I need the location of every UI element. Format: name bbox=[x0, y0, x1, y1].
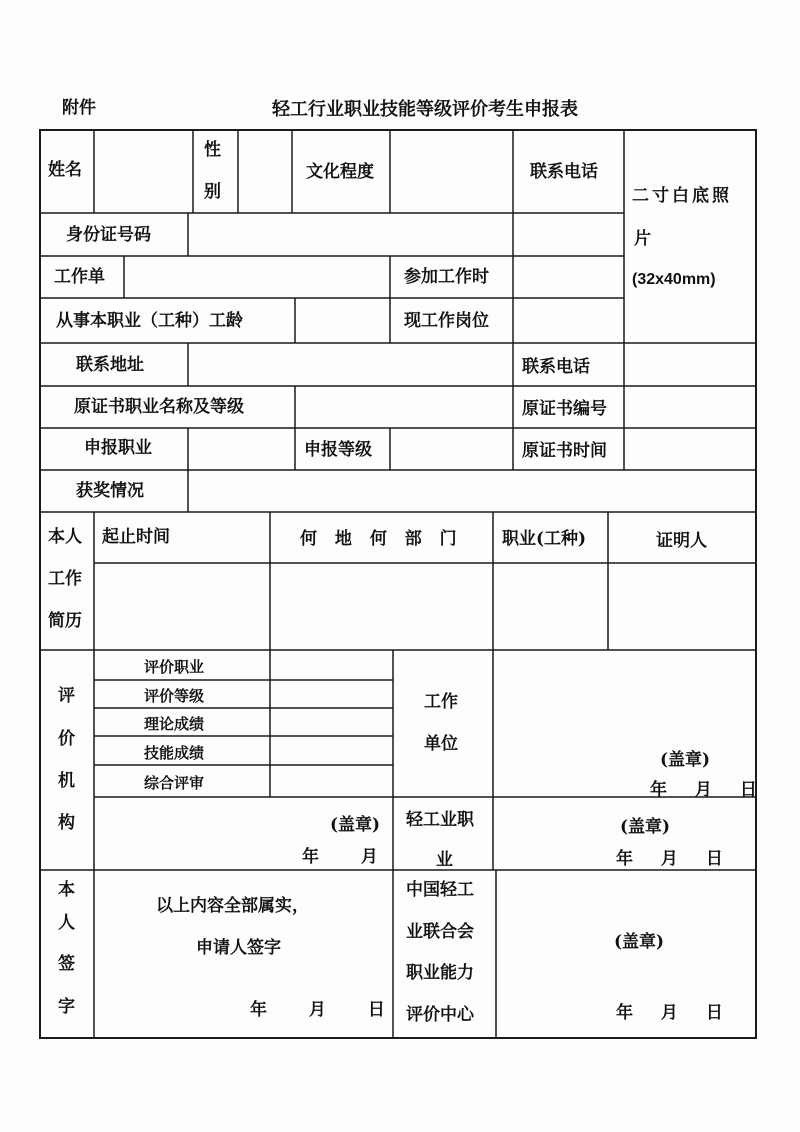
photo-label: 二寸白底照 bbox=[632, 186, 732, 206]
join-work-time-field[interactable] bbox=[515, 258, 622, 296]
orig-cert-time-label: 原证书时间 bbox=[522, 441, 607, 461]
eval-side-4: 构 bbox=[58, 813, 75, 833]
eval-occupation-field[interactable] bbox=[272, 652, 391, 678]
orig-cert-time-field[interactable] bbox=[626, 430, 754, 468]
sign-side-3: 签 bbox=[58, 954, 75, 974]
eval-org-date: 年 月 bbox=[302, 847, 378, 867]
work-unit-label: 工作单 bbox=[54, 267, 105, 287]
resume-side-3: 简历 bbox=[48, 611, 82, 631]
center-seal: (盖章) bbox=[614, 932, 665, 952]
gender-field[interactable] bbox=[240, 133, 290, 211]
apply-level-label: 申报等级 bbox=[304, 440, 372, 460]
eval-side-3: 机 bbox=[58, 771, 75, 791]
eval-side-2: 价 bbox=[58, 729, 75, 749]
awards-label: 获奖情况 bbox=[76, 481, 144, 501]
resume-col-occupation: 职业(工种) bbox=[502, 529, 587, 549]
apply-level-field[interactable] bbox=[392, 430, 511, 468]
eval-level-field[interactable] bbox=[272, 682, 391, 706]
current-post-field[interactable] bbox=[515, 300, 622, 341]
eval-row-occupation: 评价职业 bbox=[144, 658, 205, 676]
resume-occupation-field[interactable] bbox=[495, 565, 606, 648]
center-label-2: 业联合会 bbox=[406, 922, 474, 942]
name-label: 姓名 bbox=[48, 160, 82, 180]
center-label-1: 中国轻工 bbox=[406, 880, 474, 900]
eval-org-seal: (盖章) bbox=[330, 815, 381, 835]
photo-label-cont: 片 bbox=[634, 229, 651, 249]
sign-side-1: 本 bbox=[58, 880, 75, 900]
sign-side-2: 人 bbox=[58, 913, 75, 933]
sign-side-4: 字 bbox=[58, 997, 75, 1017]
current-post-label: 现工作岗位 bbox=[404, 311, 489, 331]
contact-phone2-field[interactable] bbox=[626, 345, 754, 384]
join-work-time-label: 参加工作时 bbox=[404, 267, 489, 287]
apply-occupation-field[interactable] bbox=[190, 430, 293, 468]
job-seniority-field[interactable] bbox=[297, 300, 388, 341]
resume-period-field[interactable] bbox=[96, 565, 268, 648]
eval-work-unit-2: 单位 bbox=[424, 734, 458, 754]
apply-occupation-label: 申报职业 bbox=[84, 438, 152, 458]
light-industry-label-1: 轻工业职 bbox=[406, 810, 474, 830]
name-field[interactable] bbox=[96, 133, 191, 211]
contact-phone-label: 联系电话 bbox=[530, 162, 598, 182]
eval-side-1: 评 bbox=[58, 686, 75, 706]
center-label-4: 评价中心 bbox=[406, 1005, 474, 1025]
form-title: 轻工行业职业技能等级评价考生申报表 bbox=[272, 99, 578, 120]
eval-work-unit-1: 工作 bbox=[424, 692, 458, 712]
contact-address-label: 联系地址 bbox=[76, 355, 144, 375]
light-industry-date: 年 月 日 bbox=[616, 849, 723, 869]
resume-col-period: 起止时间 bbox=[102, 527, 170, 547]
resume-witness-field[interactable] bbox=[610, 565, 754, 648]
photo-size: (32x40mm) bbox=[632, 271, 716, 288]
eval-theory-field[interactable] bbox=[272, 710, 391, 734]
photo-box[interactable] bbox=[626, 133, 754, 341]
eval-unit-date: 年 月 日 bbox=[650, 780, 757, 800]
job-seniority-label: 从事本职业（工种）工龄 bbox=[56, 311, 243, 331]
orig-cert-name-label: 原证书职业名称及等级 bbox=[74, 397, 244, 417]
resume-place-field[interactable] bbox=[272, 565, 491, 648]
eval-row-review: 综合评审 bbox=[144, 774, 205, 792]
contact-phone2-label: 联系电话 bbox=[522, 357, 590, 377]
gender-label-top: 性 bbox=[204, 140, 221, 160]
applicant-signature-field[interactable] bbox=[196, 962, 376, 992]
id-number-extra-field[interactable] bbox=[515, 215, 622, 254]
id-number-label: 身份证号码 bbox=[66, 225, 151, 245]
eval-review-field[interactable] bbox=[272, 767, 391, 795]
gender-label-bottom: 别 bbox=[204, 182, 221, 202]
contact-address-field[interactable] bbox=[190, 345, 511, 384]
light-industry-seal: (盖章) bbox=[620, 817, 671, 837]
education-field[interactable] bbox=[392, 133, 511, 211]
light-industry-label-2: 业 bbox=[436, 850, 453, 870]
resume-side-2: 工作 bbox=[48, 569, 82, 589]
orig-cert-name-field[interactable] bbox=[297, 388, 511, 426]
resume-col-place: 何 地 何 部 门 bbox=[300, 529, 457, 549]
applicant-sign-label: 申请人签字 bbox=[196, 938, 281, 958]
center-date: 年 月 日 bbox=[616, 1003, 723, 1023]
sign-statement: 以上内容全部属实， bbox=[156, 896, 309, 916]
eval-row-theory: 理论成绩 bbox=[144, 715, 205, 733]
eval-skill-field[interactable] bbox=[272, 738, 391, 763]
eval-row-skill: 技能成绩 bbox=[144, 744, 205, 762]
awards-field[interactable] bbox=[190, 472, 754, 510]
id-number-field[interactable] bbox=[190, 215, 511, 254]
education-label: 文化程度 bbox=[306, 162, 374, 182]
orig-cert-number-field[interactable] bbox=[626, 388, 754, 426]
attachment-label: 附件 bbox=[62, 98, 96, 118]
eval-unit-seal: (盖章) bbox=[660, 750, 711, 770]
eval-row-level: 评价等级 bbox=[144, 687, 205, 705]
resume-col-witness: 证明人 bbox=[656, 531, 707, 551]
work-unit-field[interactable] bbox=[126, 258, 388, 296]
sign-date: 年 月 日 bbox=[250, 1000, 385, 1020]
resume-side-1: 本人 bbox=[48, 527, 82, 547]
orig-cert-number-label: 原证书编号 bbox=[522, 399, 607, 419]
center-label-3: 职业能力 bbox=[406, 963, 474, 983]
